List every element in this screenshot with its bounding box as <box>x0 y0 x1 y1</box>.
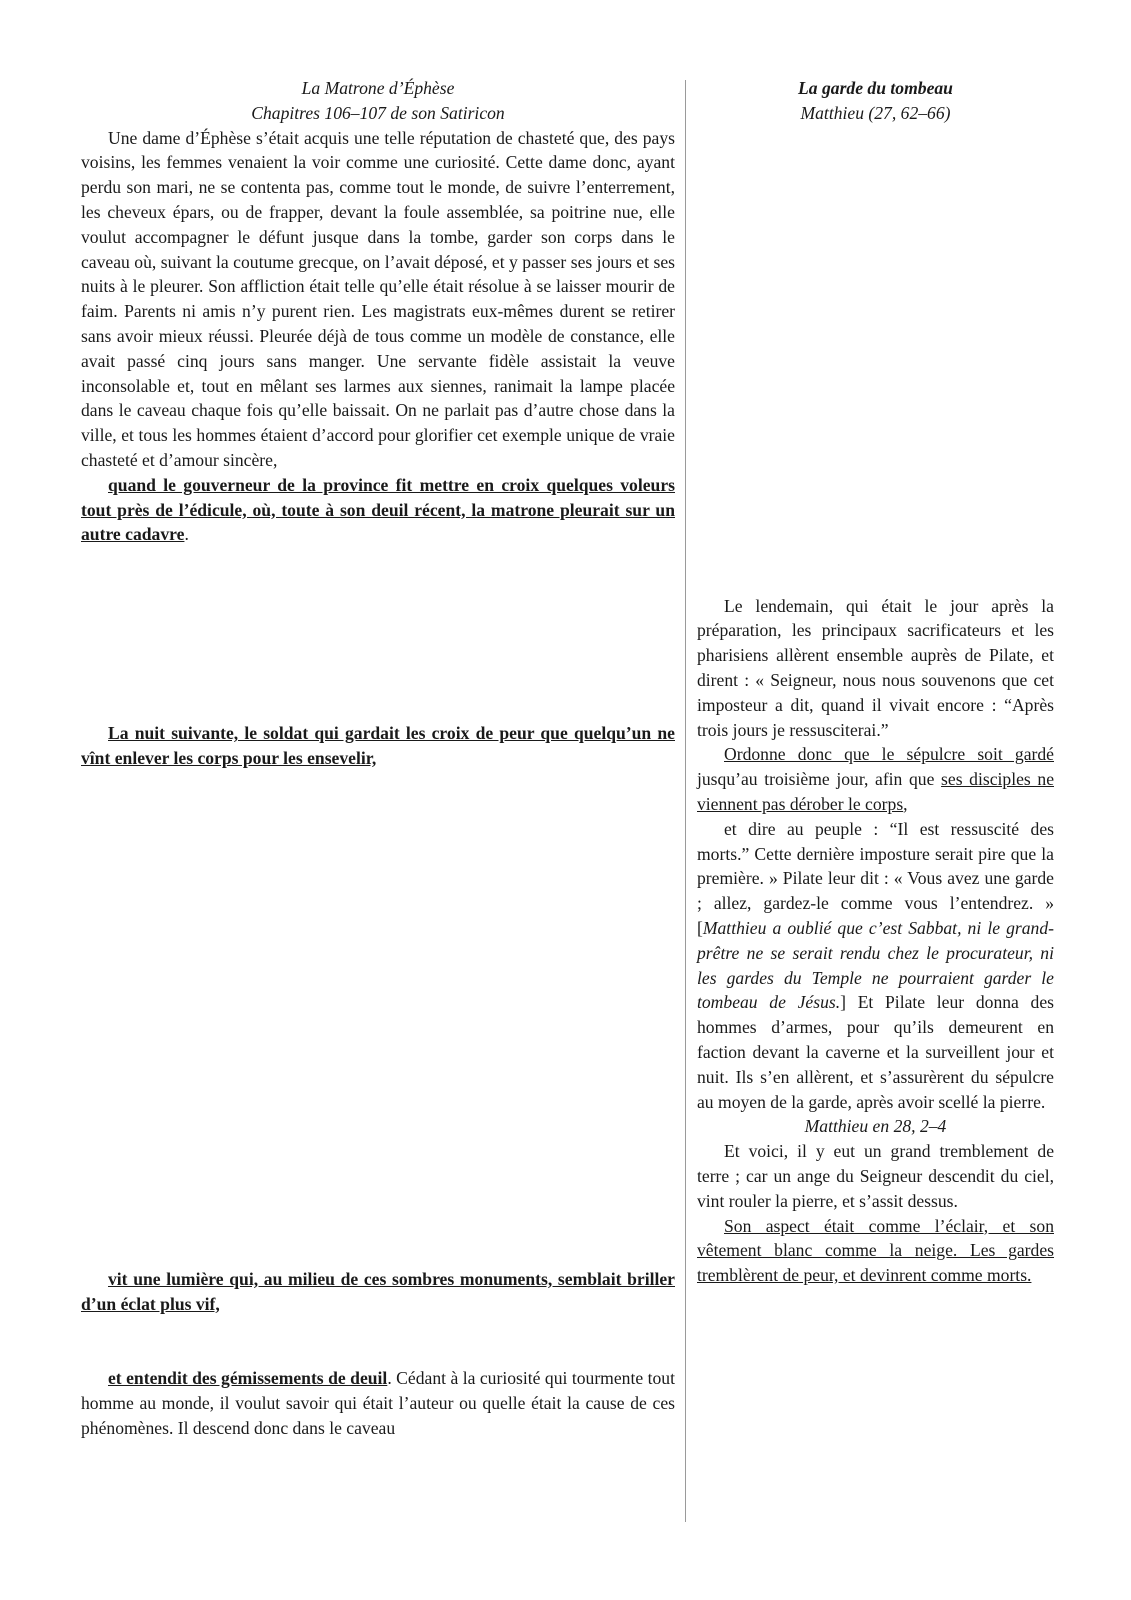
left-highlight-1: quand le gouverneur de la province fit mettre en croix quelques voleurs tout près de l’édicule, où, toute à son deuil récent, la matrone pleurait sur un autre cadavre <box>81 474 675 545</box>
left-highlight-2: La nuit suivante, le soldat qui gardait les croix de peur que quelqu’un ne vînt enlever les corps pour les ensevelir, <box>81 723 675 768</box>
left-paragraph-2 <box>81 473 675 547</box>
left-paragraph-5-rest: . Cédant à la curiosité qui tourmente tout homme au monde, il voulut savoir qui était l’auteur ou quelle était la cause de ces phénomènes. Il descend donc dans le caveau <box>81 1368 675 1438</box>
right-paragraph-2-end: , <box>903 793 908 814</box>
right-title: La garde du tombeau <box>798 78 953 98</box>
left-paragraph-2-tail: . <box>184 524 189 545</box>
left-paragraph-4 <box>81 1267 675 1317</box>
column-divider <box>685 80 686 1522</box>
left-paragraph-3 <box>81 721 675 771</box>
right-editorial-note: Matthieu a oublié que c’est Sabbat, ni le grand-prêtre ne se serait rendu chez le procurateur, ni les gardes du Temple ne pourraient garder le tombeau de Jésus. <box>697 917 1054 1013</box>
right-paragraph-1: Le lendemain, qui était le jour après la préparation, les principaux sacrificateurs et les pharisiens allèrent ensemble auprès de Pilate, et dirent : « Seigneur, nous nous souvenons que cet imposteur a dit, quand il vivait encore : “Après trois jours je ressusciterai.” <box>697 595 1054 740</box>
left-highlight-4: et entendit des gémissements de deuil <box>108 1368 388 1389</box>
right-paragraph-3-a: et dire au peuple : “Il est ressuscité des morts.” Cette dernière imposture serait pire que la première. » Pilate leur dit : « Vous avez une garde ; allez, gardez-le comme vous l’entendrez. » [ <box>697 818 1054 938</box>
left-title: La Matrone d’Éphèse <box>301 78 455 98</box>
right-paragraph-3 <box>697 817 1054 1115</box>
right-paragraph-5 <box>697 1214 1054 1288</box>
right-paragraph-2-mid: jusqu’au troisième jour, afin que <box>697 769 942 790</box>
left-column <box>81 76 675 1441</box>
left-highlight-3: vit une lumière qui, au milieu de ces sombres monuments, semblait briller d’un éclat plus vif, <box>81 1268 675 1314</box>
left-paragraph-5 <box>81 1366 675 1440</box>
left-paragraph-1: Une dame d’Éphèse s’était acquis une telle réputation de chasteté que, des pays voisins, les femmes venaient la voir comme une curiosité. Cette dame donc, ayant perdu son mari, ne se contenta pas, comme tout le monde, de suivre l’enterrement, les cheveux épars, ou de frapper, devant la foule assemblée, sa poitrine nue, elle voulut accompagner le défunt jusque dans la tombe, garder son corps dans le caveau où, suivant la coutume grecque, on l’avait déposé, et y passer ses jours et ses nuits à le pleurer. Son affliction était telle qu’elle était résolue à se laisser mourir de faim. Parents ni amis n’y purent rien. Les magistrats eux-mêmes durent se retirer sans avoir mieux réussi. Pleurée déjà de tous comme un modèle de constance, elle avait passé cinq jours sans manger. Une servante fidèle assistait la veuve inconsolable et, tout en mêlant ses larmes aux siennes, ranimait la lampe placée dans le caveau chaque fois qu’elle baissait. On ne parlait pas d’autre chose dans la ville, et tous les hommes étaient d’accord pour glorifier cet exemple unique de vraie chasteté et d’amour sincère, <box>81 127 675 470</box>
right-paragraph-2 <box>697 742 1054 816</box>
right-underline-2: ses disciples ne viennent pas dérober le corps <box>697 769 1054 814</box>
right-underline-1: Ordonne donc que le sépulcre soit gardé <box>724 744 1054 765</box>
right-column <box>697 76 1054 1288</box>
left-subtitle: Chapitres 106–107 de son Satiricon <box>251 102 505 123</box>
right-paragraph-4: Et voici, il y eut un grand tremblement de terre ; car un ange du Seigneur descendit du ciel, vint rouler la pierre, et s’assit dessus. <box>697 1141 1054 1211</box>
right-paragraph-3-b: ] Et Pilate leur donna des hommes d’armes, pour qu’ils demeurent en faction devant la caverne et la surveillent jour et nuit. Ils s’en allèrent, et s’assurèrent du sépulcre au moyen de la garde, après avoir scellé la pierre. <box>697 992 1055 1112</box>
right-subtitle: Matthieu (27, 62–66) <box>800 102 951 123</box>
right-underline-3: Son aspect était comme l’éclair, et son vêtement blanc comme la neige. Les gardes tremblèrent de peur, et devinrent comme morts. <box>697 1215 1054 1286</box>
right-reference-2: Matthieu en 28, 2–4 <box>804 1116 947 1137</box>
